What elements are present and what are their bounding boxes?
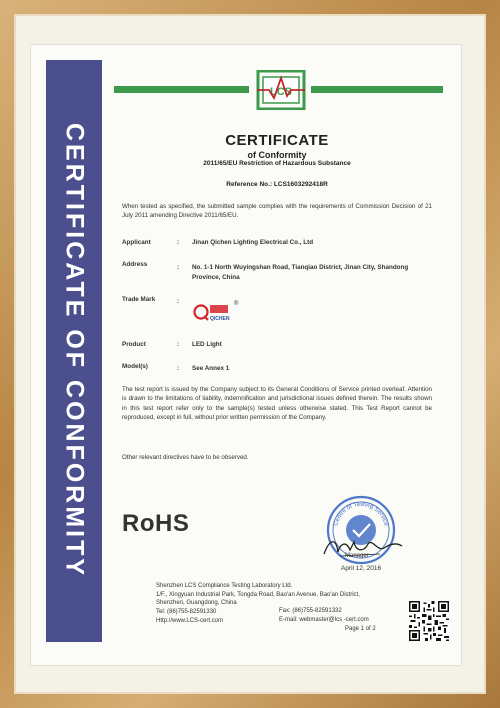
lab-website: Http://www.LCS-cert.com: [156, 618, 224, 624]
field-label-applicant: Applicant: [122, 239, 151, 246]
lab-name: Shenzhen LCS Compliance Testing Laboratory Ltd.: [156, 583, 293, 589]
field-colon: :: [177, 298, 180, 305]
logo-text: LCS: [270, 86, 292, 98]
field-value-applicant: Jinan Qichen Lighting Electrical Co., Ltd: [192, 239, 314, 246]
lab-address-line2: Shenzhen, Guangdong, China: [156, 600, 237, 606]
trademark-text: QICHEN: [210, 316, 230, 322]
field-label-trade-mark: Trade Mark: [122, 296, 156, 303]
field-label-address: Address: [122, 261, 148, 268]
other-directives-note: Other relevant directives have to be observed.: [122, 454, 249, 461]
lab-telephone: Tel: (86)755-82591330: [156, 609, 217, 615]
disclaimer-paragraph: The test report is issued by the Company subject to its General Conditions of Service printed overleaf. Attention is drawn to the limitations of liability, indemnification and jurisdictional issues defined therein. The results shown in this test report refer only to the sample(s) tested unless otherwise stated. This Test Report cannot be reproduced, except in full, without prior written permission of the Company.: [122, 386, 432, 422]
seal-text: Centre of Testing Service: [333, 501, 389, 527]
field-value-address: No. 1-1 North Wuyingshan Road, Tianqiao District, Jinan City, Shandong Province, China: [192, 264, 409, 281]
lab-address-line1: 1/F., Xingyuan Industrial Park, Tongda Road, Bao'an Avenue, Bao'an District,: [156, 592, 360, 598]
issue-date: April 12, 2016: [341, 565, 382, 572]
field-label-product: Product: [122, 341, 146, 348]
field-colon: :: [177, 365, 180, 372]
field-value-models: See Annex 1: [192, 365, 230, 372]
field-colon: :: [177, 264, 180, 271]
field-label-models: Model(s): [122, 363, 148, 370]
signer-title: Manager: [345, 553, 369, 559]
lab-fax: Fax: (86)755-82591332: [279, 608, 342, 614]
side-vertical-text: CERTIFICATE OF CONFORMITY: [60, 123, 89, 579]
field-colon: :: [177, 239, 180, 246]
lcs-logo-icon: [255, 70, 307, 110]
lab-email: E-mail: webmaster@lcs -cert.com: [279, 617, 369, 623]
rohs-mark: RoHS: [122, 510, 190, 537]
field-value-product: LED Light: [192, 341, 222, 348]
qr-code-icon: [409, 601, 449, 641]
certificate-subtitle: of Conformity: [247, 150, 307, 160]
field-colon: :: [177, 341, 180, 348]
side-vertical-title: [46, 60, 102, 642]
intro-paragraph: When tested as specified, the submitted sample complies with the requirements of Commission Decision of 21 July 2011 amending Directive 2011/65/EU.: [122, 203, 432, 220]
qichen-trademark-logo: [192, 297, 242, 323]
reference-number: Reference No.: LCS1603292418R: [226, 181, 328, 188]
header-green-line-left: [114, 86, 249, 93]
page-number: Page 1 of 2: [345, 626, 376, 632]
registered-mark: ®: [234, 301, 239, 307]
directive-line: 2011/65/EU Restriction of Hazardous Substance: [203, 160, 351, 167]
header-green-line-right: [311, 86, 443, 93]
certificate-title: CERTIFICATE: [225, 132, 329, 149]
